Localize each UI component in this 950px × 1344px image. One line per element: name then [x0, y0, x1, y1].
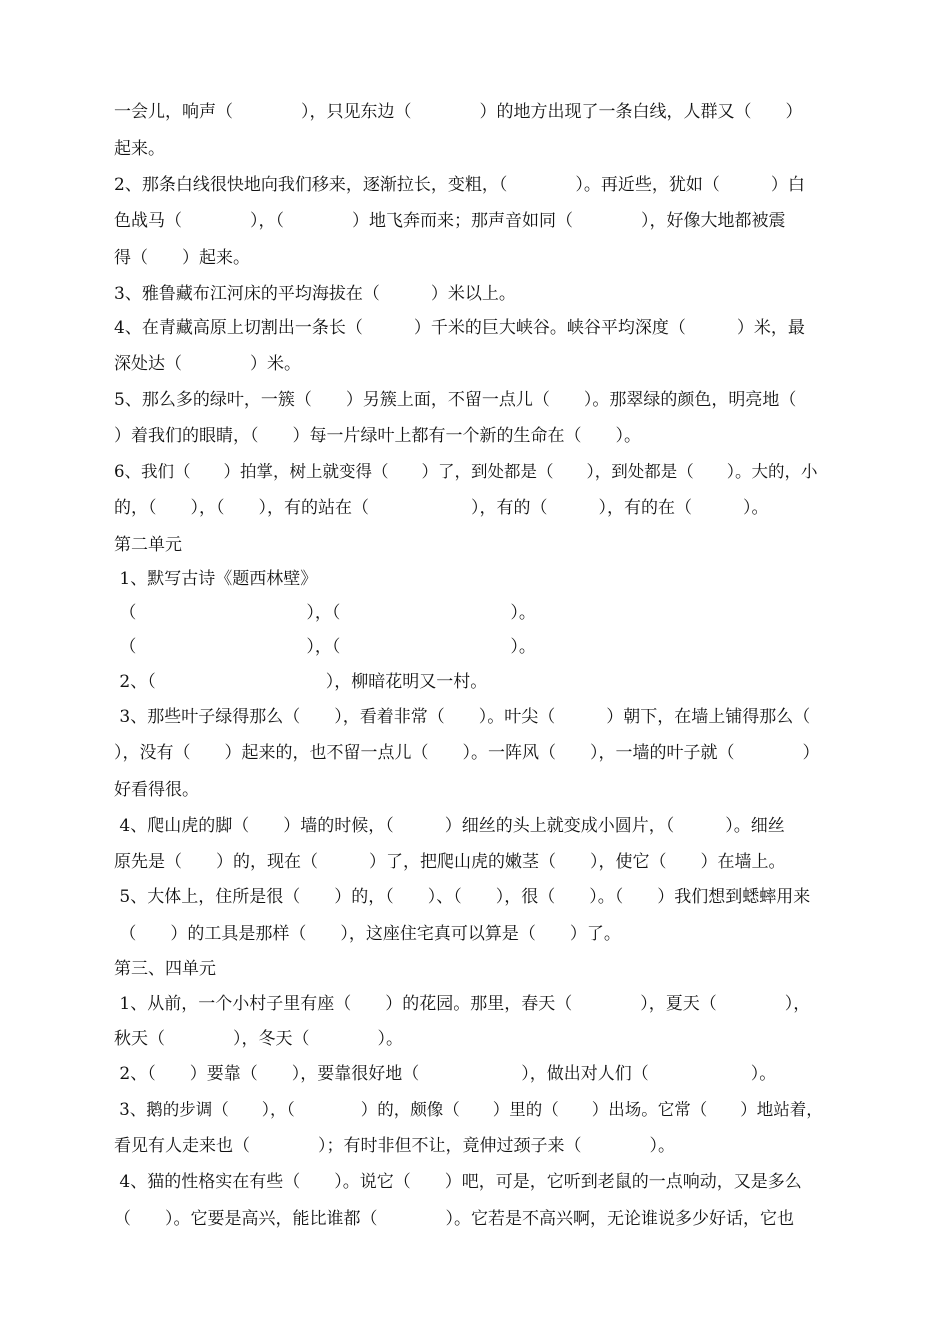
- text-line: 2、（ ）要靠（ ），要靠很好地（ ），做出对人们（ ）。: [114, 1064, 777, 1084]
- text-line: 一会儿，响声（ ），只见东边（ ）的地方出现了一条白线，人群又（ ）: [114, 102, 803, 122]
- text-line: 4、猫的性格实在有些（ ）。说它（ ）吧，可是，它听到老鼠的一点响动，又是多么: [114, 1172, 802, 1192]
- text-line: 4、爬山虎的脚（ ）墙的时候，（ ）细丝的头上就变成小圆片，（ ）。细丝: [114, 816, 785, 836]
- section-heading: 第二单元: [114, 535, 182, 555]
- text-line: 4、在青藏高原上切割出一条长（ ）千米的巨大峡谷。峡谷平均深度（ ）米，最: [114, 318, 805, 338]
- text-line: 起来。: [114, 139, 165, 159]
- text-line: （ ），（ ）。: [114, 637, 536, 657]
- section-heading: 第三、四单元: [114, 959, 216, 979]
- text-line: 3、那些叶子绿得那么（ ），看着非常（ ）。叶尖（ ）朝下，在墙上铺得那么（: [114, 707, 811, 727]
- text-line: 1、从前，一个小村子里有座（ ）的花园。那里，春天（ ），夏天（ ），: [114, 994, 811, 1014]
- text-line: （ ），（ ）。: [114, 603, 536, 623]
- text-line: ）着我们的眼睛，（ ）每一片绿叶上都有一个新的生命在（ ）。: [114, 426, 641, 446]
- text-line: ），没有（ ）起来的，也不留一点儿（ ）。一阵风（ ），一墙的叶子就（ ）: [114, 743, 820, 763]
- text-line: 3、雅鲁藏布江河床的平均海拔在（ ）米以上。: [114, 284, 516, 304]
- text-line: 秋天（ ），冬天（ ）。: [114, 1029, 403, 1049]
- text-line: 得（ ）起来。: [114, 248, 250, 268]
- text-line: 好看得很。: [114, 780, 199, 800]
- text-line: 看见有人走来也（ ）；有时非但不让，竟伸过颈子来（ ）。: [114, 1136, 675, 1156]
- text-line: 1、默写古诗《题西林壁》: [114, 569, 318, 589]
- text-line: 2、那条白线很快地向我们移来，逐渐拉长，变粗，（ ）。再近些，犹如（ ）白: [114, 175, 805, 195]
- text-line: 2、（ ），柳暗花明又一村。: [114, 672, 488, 692]
- text-line: 5、大体上，住所是很（ ）的，（ ）、（ ），很（ ）。（ ）我们想到蟋蟀用来: [114, 887, 811, 907]
- text-line: 3、鹅的步调（ ），（ ）的，颇像（ ）里的（ ）出场。它常（ ）地站着，: [114, 1100, 823, 1119]
- text-line: 色战马（ ），（ ）地飞奔而来；那声音如同（ ），好像大地都被震: [114, 211, 786, 231]
- text-line: 6、我们（ ）拍掌，树上就变得（ ）了，到处都是（ ），到处都是（ ）。大的，小: [114, 462, 818, 481]
- text-line: 5、那么多的绿叶，一簇（ ）另簇上面，不留一点儿（ ）。那翠绿的颜色，明亮地（: [114, 390, 797, 410]
- text-line: 原先是（ ）的，现在（ ）了，把爬山虎的嫩茎（ ），使它（ ）在墙上。: [114, 852, 786, 872]
- text-line: （ ）的工具是那样（ ），这座住宅真可以算是（ ）了。: [114, 924, 621, 944]
- text-line: 深处达（ ）米。: [114, 354, 301, 374]
- text-line: 的，（ ），（ ），有的站在（ ），有的（ ），有的在（ ）。: [114, 498, 769, 518]
- text-line: （ ）。它要是高兴，能比谁都（ ）。它若是不高兴啊，无论谁说多少好话，它也: [114, 1209, 794, 1229]
